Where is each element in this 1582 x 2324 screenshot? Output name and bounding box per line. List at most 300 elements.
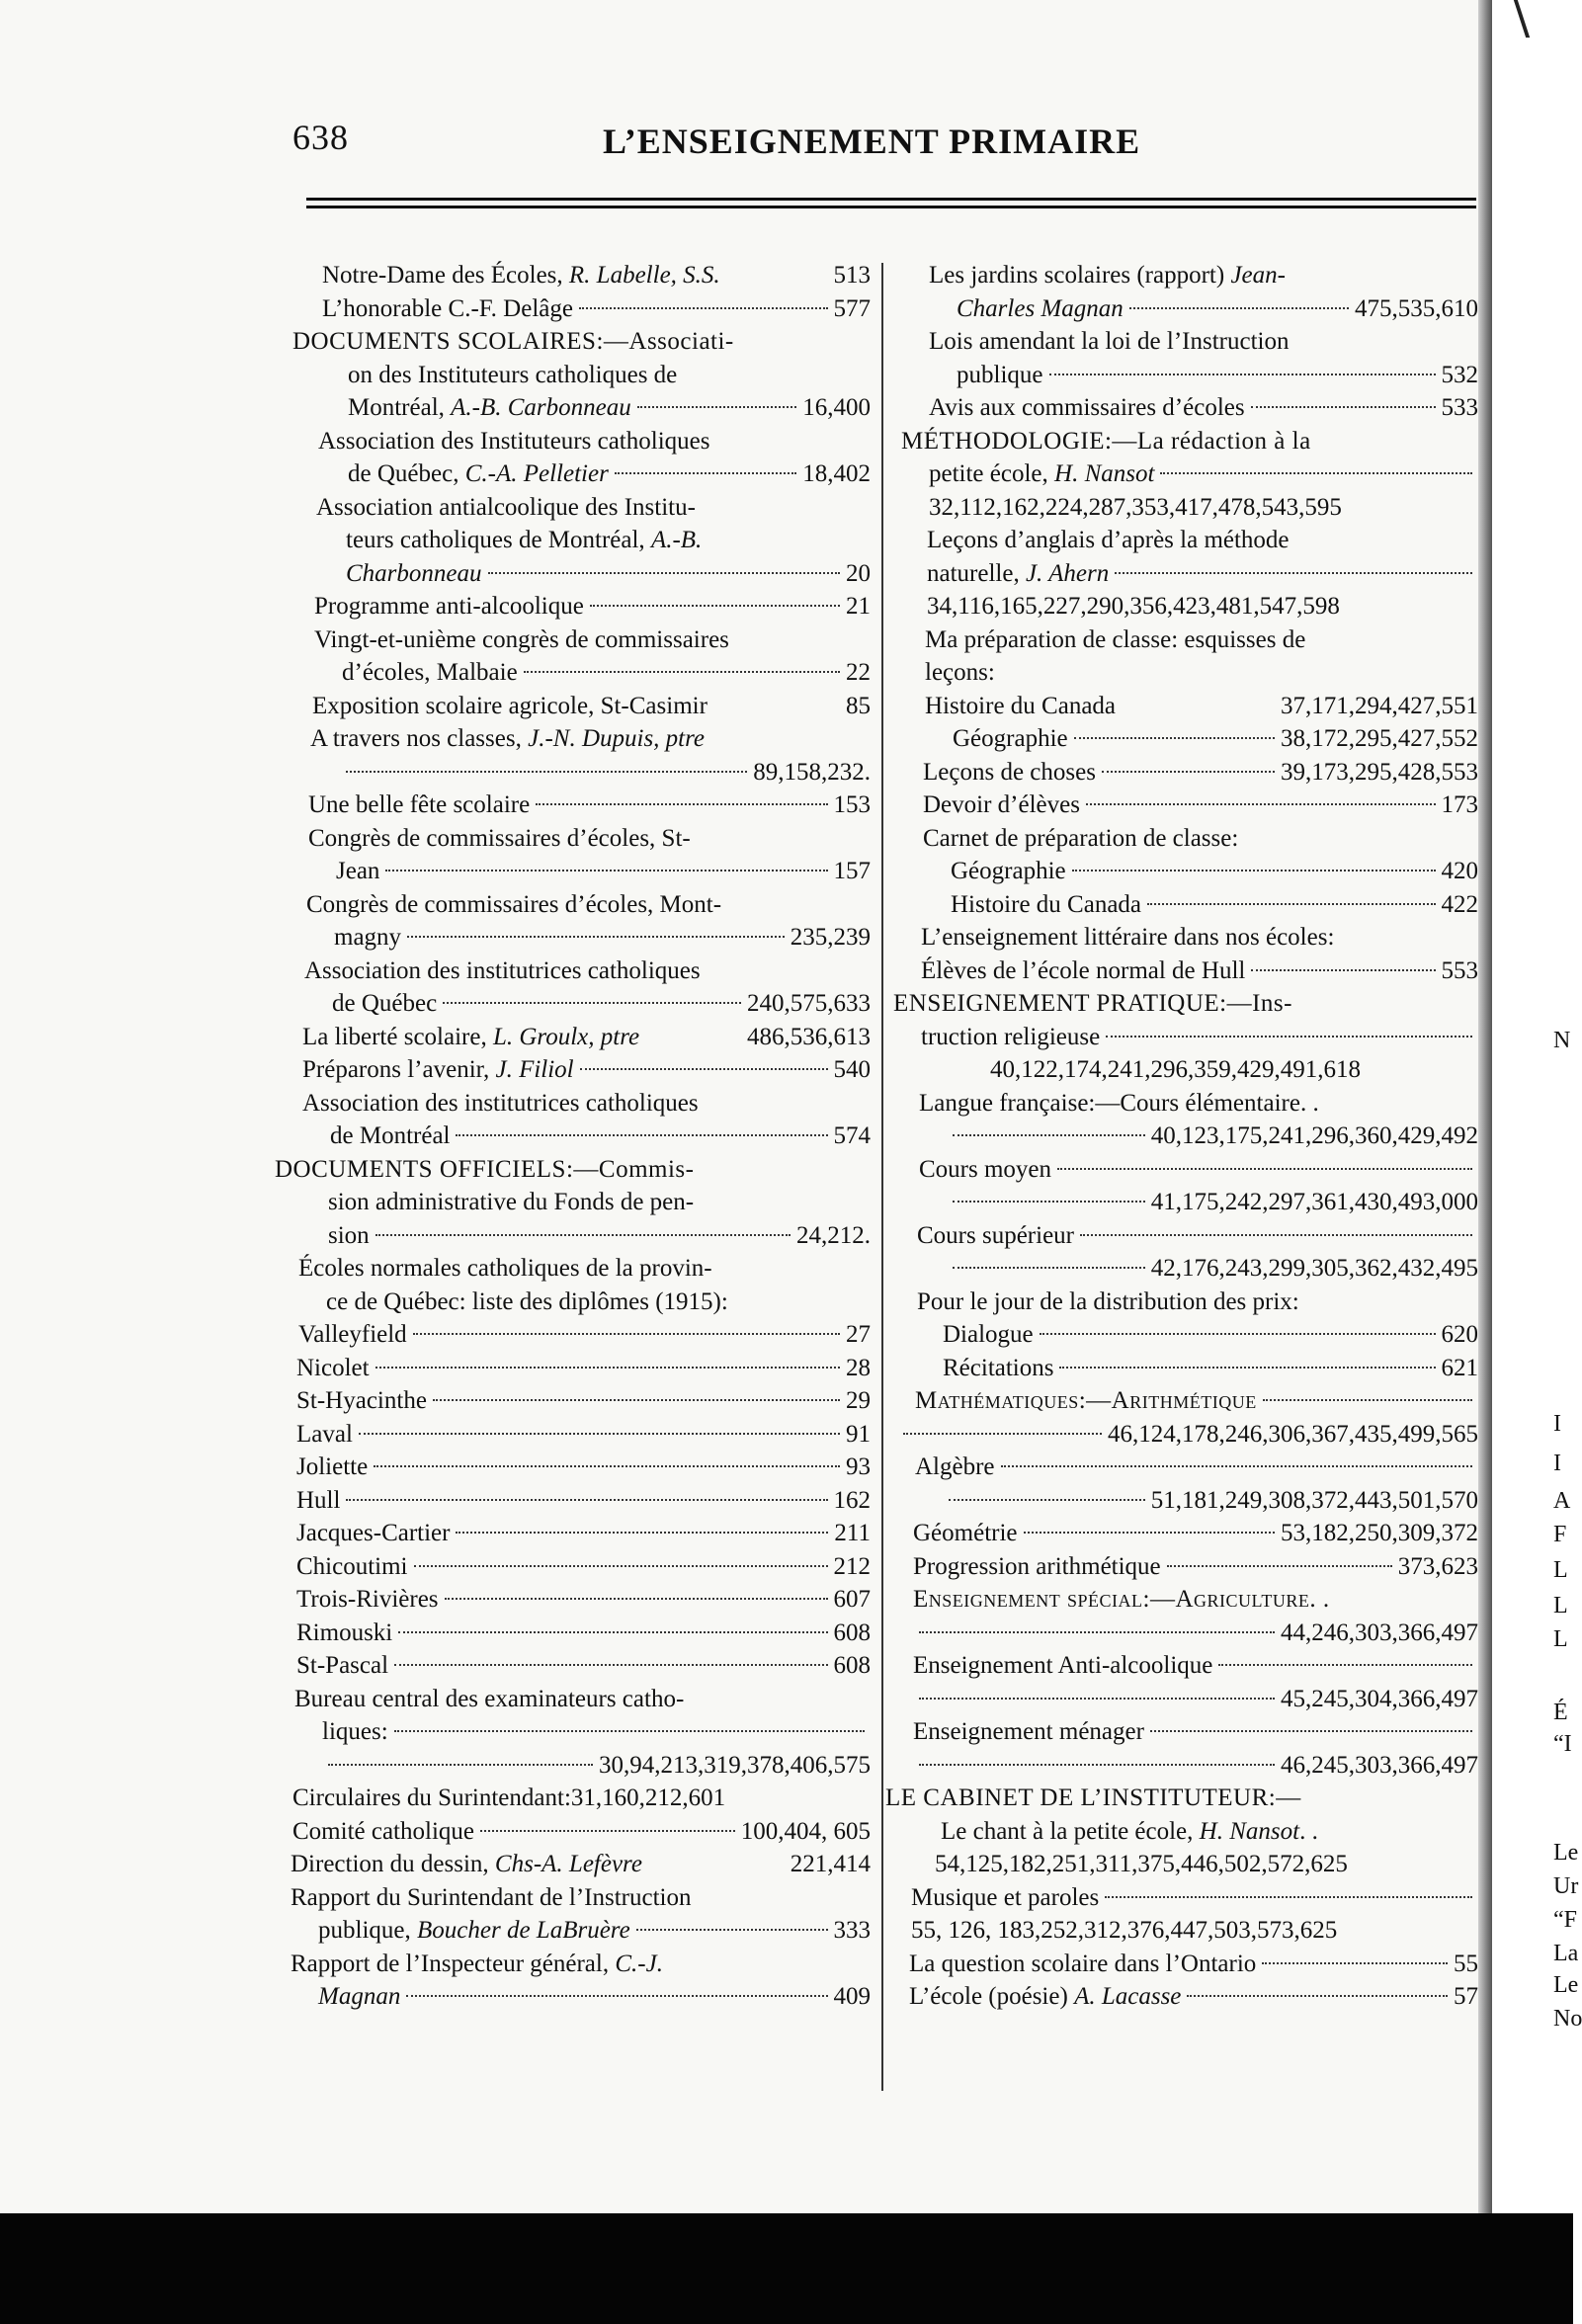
index-entry <box>885 359 1478 392</box>
page-reference: 46,245,303,366,497 <box>1281 1751 1478 1779</box>
facing-page-letter: L <box>1553 1593 1568 1618</box>
entry-author: Chs-A. Lefèvre <box>494 1851 642 1877</box>
dot-leader <box>919 1698 1275 1700</box>
entry-text <box>318 1980 400 2014</box>
entry-title: Hull <box>296 1486 341 1514</box>
index-entry <box>885 921 1478 954</box>
entry-text <box>296 1517 450 1550</box>
entry-text <box>332 987 437 1021</box>
entry-author: Charles Magnan <box>957 294 1124 322</box>
page-reference: 577 <box>833 294 871 322</box>
dot-leader <box>953 1267 1145 1269</box>
index-entry <box>885 1517 1478 1550</box>
entry-text <box>292 328 734 355</box>
index-entry <box>885 1815 1478 1849</box>
entry-text <box>312 690 708 723</box>
dot-leader <box>903 1433 1102 1435</box>
entry-title: Bureau central des examinateurs catho- <box>294 1685 685 1712</box>
entry-text <box>298 1318 407 1352</box>
index-entry <box>273 1120 871 1153</box>
page-reference: 173 <box>1441 791 1478 818</box>
entry-text <box>302 1090 699 1117</box>
dot-leader <box>1115 572 1472 574</box>
entry-text <box>296 1384 427 1418</box>
index-column-right <box>885 259 1478 2014</box>
entry-title: Écoles normales catholiques de la provin- <box>298 1255 712 1282</box>
entry-title: Association des Instituteurs catholiques <box>318 427 710 455</box>
entry-text <box>913 1649 1212 1683</box>
index-entry <box>273 590 871 623</box>
entry-text <box>925 659 995 686</box>
entry-text <box>292 1815 474 1849</box>
page-reference: 20 <box>846 559 871 587</box>
index-entry <box>885 391 1478 425</box>
entry-author: A.-B. Carbonneau <box>451 394 631 421</box>
entry-text <box>316 494 696 521</box>
entry-author: J.-N. Dupuis, ptre <box>528 725 706 752</box>
index-entry <box>885 325 1478 359</box>
facing-page-letter: É <box>1553 1700 1568 1725</box>
dot-leader <box>407 936 785 938</box>
index-entry <box>885 954 1478 988</box>
index-entry <box>273 756 871 789</box>
index-entry <box>885 1286 1478 1319</box>
entry-text <box>336 855 379 888</box>
page-reference: 53,182,250,309,372 <box>1281 1520 1478 1546</box>
entry-author: A.-B. <box>650 527 703 553</box>
entry-title: truction religieuse <box>921 1023 1101 1050</box>
page-reference: 153 <box>833 791 871 818</box>
entry-title: Leçons d’anglais d’après la méthode <box>927 527 1290 553</box>
page-reference: 44,246,303,366,497 <box>1281 1618 1478 1646</box>
entry-text <box>909 1980 1181 2014</box>
entry-text <box>957 292 1124 326</box>
index-entry <box>885 259 1478 292</box>
index-entry <box>885 722 1478 756</box>
entry-title: Notre-Dame des Écoles, <box>322 262 569 289</box>
entry-title: publique <box>957 361 1043 388</box>
facing-page-letter: Le <box>1553 1972 1579 1998</box>
dot-leader <box>413 1333 840 1335</box>
entry-tail: . . <box>1299 1817 1318 1845</box>
index-entry <box>273 292 871 326</box>
entry-text <box>909 1948 1256 1981</box>
entry-text <box>925 690 1116 723</box>
entry-title: La liberté scolaire, <box>302 1023 493 1050</box>
entry-text <box>291 1950 663 1977</box>
index-entry <box>273 1980 871 2014</box>
entry-text <box>291 1884 691 1911</box>
scan-bottom-band <box>0 2213 1573 2324</box>
index-entry <box>885 1848 1478 1881</box>
entry-text <box>927 527 1290 553</box>
dot-leader <box>359 1433 840 1435</box>
entry-text <box>911 1881 1099 1915</box>
page-reference: 16,400 <box>802 394 871 421</box>
entry-author: R. Labelle, S.S. <box>568 262 720 289</box>
index-entry <box>273 1782 871 1815</box>
dot-leader <box>1049 374 1436 375</box>
dot-leader <box>953 1134 1145 1136</box>
entry-text <box>917 1219 1074 1253</box>
page-reference: 100,404, 605 <box>740 1817 871 1845</box>
page-reference: 91 <box>846 1420 871 1448</box>
entry-title: 40,122,174,241,296,359,429,491,618 <box>990 1056 1361 1083</box>
page-reference: 212 <box>833 1552 871 1580</box>
page-reference: 93 <box>846 1453 871 1480</box>
page-reference: 373,623 <box>1397 1552 1478 1580</box>
dot-leader <box>1057 1168 1472 1170</box>
entry-title: Élèves de l’école normal de Hull <box>921 956 1246 984</box>
page-reference: 37,171,294,427,551 <box>1281 692 1478 719</box>
dot-leader <box>433 1399 840 1401</box>
entry-author: A. Lacasse <box>1074 1983 1182 2010</box>
entry-text <box>913 1586 1330 1613</box>
index-entry <box>273 1848 871 1881</box>
page-reference: 42,176,243,299,305,362,432,495 <box>1150 1255 1478 1282</box>
entry-title: Trois-Rivières <box>296 1586 439 1613</box>
dot-leader <box>1105 1896 1472 1898</box>
index-entry <box>885 1053 1478 1087</box>
entry-text <box>990 1056 1361 1083</box>
entry-title: ENSEIGNEMENT PRATIQUE:—Ins- <box>893 990 1292 1017</box>
entry-text <box>917 1288 1299 1315</box>
entry-title: Mathématiques:—Arithmétique <box>915 1387 1257 1414</box>
dot-leader <box>456 1532 828 1534</box>
page-reference: 24,212. <box>796 1221 871 1249</box>
dot-leader <box>637 406 796 408</box>
page-reference: 608 <box>833 1652 871 1679</box>
entry-author: Jean- <box>1230 262 1286 289</box>
entry-title: Histoire du Canada <box>925 692 1117 719</box>
index-entry <box>273 1219 871 1253</box>
page-reference: 532 <box>1441 361 1478 388</box>
dot-leader <box>949 1499 1145 1501</box>
facing-page-letter: I <box>1553 1451 1561 1476</box>
facing-page-letter: L <box>1553 1626 1568 1652</box>
index-entry <box>885 1384 1478 1418</box>
dot-leader <box>374 1465 840 1467</box>
index-entry <box>273 1352 871 1385</box>
entry-author: J. Ahern <box>1025 559 1110 587</box>
index-entry <box>273 1649 871 1683</box>
entry-text <box>294 1686 684 1712</box>
dot-leader <box>919 1631 1275 1633</box>
dot-leader <box>1129 307 1349 309</box>
entry-title: DOCUMENTS OFFICIELS:—Commis- <box>275 1155 695 1183</box>
entry-text <box>923 756 1096 789</box>
dot-leader <box>1218 1664 1472 1666</box>
index-entry <box>885 1683 1478 1716</box>
entry-title: Musique et paroles <box>911 1883 1100 1911</box>
entry-title: Géométrie <box>913 1520 1018 1546</box>
entry-title: Devoir d’élèves <box>923 791 1080 818</box>
index-entry <box>885 1715 1478 1749</box>
entry-title: teurs catholiques de Montréal, <box>346 527 651 553</box>
entry-title: Histoire du Canada <box>951 890 1142 918</box>
entry-title: L’honorable C.-F. Delâge <box>322 294 573 322</box>
page-reference: 420 <box>1441 858 1478 884</box>
index-entry <box>885 623 1478 657</box>
page-number: 638 <box>292 118 349 157</box>
page-reference: 22 <box>846 659 871 686</box>
entry-text <box>296 1451 368 1484</box>
facing-page-letter: “F <box>1553 1907 1577 1933</box>
index-entry <box>273 524 871 557</box>
page-reference: 27 <box>846 1321 871 1348</box>
index-entry <box>885 457 1478 491</box>
entry-text <box>292 1784 725 1811</box>
entry-text <box>901 428 1311 455</box>
entry-text <box>302 1053 574 1087</box>
index-entry <box>273 623 871 657</box>
entry-title: Cours supérieur <box>917 1221 1074 1249</box>
dot-leader <box>1001 1465 1472 1467</box>
index-entry <box>885 1914 1478 1948</box>
index-entry <box>273 1550 871 1584</box>
entry-text <box>929 391 1245 425</box>
entry-title: Enseignement spécial:—Agriculture. . <box>913 1586 1330 1613</box>
entry-title: La question scolaire dans l’Ontario <box>909 1950 1257 1977</box>
index-entry <box>885 1186 1478 1219</box>
entry-text <box>951 888 1141 922</box>
entry-title: Cours moyen <box>919 1155 1052 1183</box>
dot-leader <box>1102 771 1275 773</box>
index-entry <box>273 954 871 988</box>
index-entry <box>273 987 871 1021</box>
entry-title: Rapport de l’Inspecteur général, <box>291 1950 616 1977</box>
index-entry <box>273 1749 871 1783</box>
dot-leader <box>615 472 796 474</box>
dot-leader <box>1086 803 1436 805</box>
entry-title: Association des institutrices catholiques <box>304 956 701 984</box>
page-reference: 422 <box>1441 890 1478 918</box>
index-entry <box>885 1749 1478 1783</box>
index-entry <box>273 1053 871 1087</box>
dot-leader <box>375 1234 791 1236</box>
facing-page-letter: L <box>1553 1557 1568 1583</box>
index-entry <box>885 1153 1478 1187</box>
entry-title: Récitations <box>943 1354 1054 1381</box>
entry-text <box>921 954 1245 988</box>
entry-text <box>314 626 729 653</box>
index-entry <box>885 1948 1478 1981</box>
dot-leader <box>480 1830 735 1832</box>
index-entry <box>885 1980 1478 2014</box>
header-rule-top <box>306 198 1476 201</box>
entry-title: A travers nos classes, <box>310 725 529 752</box>
running-title: L’ENSEIGNEMENT PRIMAIRE <box>603 122 1141 161</box>
facing-page-letter: “I <box>1553 1731 1572 1757</box>
entry-title: sion <box>328 1221 370 1249</box>
entry-text <box>330 1120 450 1153</box>
dot-leader <box>443 1002 741 1004</box>
entry-text <box>308 825 691 852</box>
entry-author: Boucher de LaBruère <box>417 1917 630 1944</box>
entry-text <box>348 457 609 491</box>
entry-text <box>322 292 573 326</box>
entry-title: 32,112,162,224,287,353,417,478,543,595 <box>929 493 1342 521</box>
index-entry <box>885 756 1478 789</box>
dot-leader <box>406 1995 827 1997</box>
page-reference: 57 <box>1454 1983 1478 2010</box>
header-rule-bottom <box>306 206 1476 208</box>
entry-title: Joliette <box>296 1453 369 1480</box>
facing-page-letter: F <box>1553 1522 1567 1547</box>
entry-text <box>935 1851 1348 1877</box>
dot-leader <box>346 1499 827 1501</box>
dot-leader <box>445 1598 828 1600</box>
dot-leader <box>524 671 840 673</box>
entry-title: Enseignement ménager <box>913 1718 1144 1745</box>
entry-title: Enseignement Anti-alcoolique <box>913 1652 1213 1679</box>
index-entry <box>885 1782 1478 1815</box>
page-reference: 30,94,213,319,378,406,575 <box>599 1751 871 1779</box>
entry-title: Programme anti-alcoolique <box>314 593 584 620</box>
page-reference: 513 <box>833 262 871 289</box>
entry-text <box>943 1352 1053 1385</box>
entry-text <box>322 259 720 292</box>
entry-title: Exposition scolaire agricole, St-Casimir <box>312 692 708 719</box>
index-entry <box>885 855 1478 888</box>
entry-title: Circulaires du Surintendant:31,160,212,601 <box>292 1784 726 1811</box>
entry-text <box>348 391 631 425</box>
entry-text <box>346 557 482 591</box>
page-reference: 574 <box>833 1122 871 1149</box>
dot-leader <box>1059 1367 1435 1369</box>
entry-text <box>348 362 677 388</box>
entry-text <box>296 1418 353 1452</box>
entry-title: Préparons l’avenir, <box>302 1056 496 1083</box>
entry-text <box>925 626 1305 653</box>
entry-title: ce de Québec: liste des diplômes (1915): <box>326 1287 728 1315</box>
entry-title: Pour le jour de la distribution des prix: <box>917 1287 1299 1315</box>
entry-text <box>885 1784 1301 1811</box>
entry-title: de Québec, <box>348 460 465 487</box>
index-entry <box>885 524 1478 557</box>
page-reference: 29 <box>846 1387 871 1414</box>
entry-text <box>298 1255 712 1282</box>
page-reference: 608 <box>833 1618 871 1646</box>
index-entry <box>885 1219 1478 1253</box>
entry-text <box>346 527 702 553</box>
entry-text <box>318 1914 630 1948</box>
entry-title: Leçons de choses <box>923 758 1096 786</box>
index-entry <box>273 391 871 425</box>
entry-text <box>291 1848 642 1881</box>
entry-title: LE CABINET DE L’INSTITUTEUR:— <box>885 1784 1301 1811</box>
entry-text <box>296 1484 340 1518</box>
index-entry <box>273 1683 871 1716</box>
entry-text <box>927 593 1340 620</box>
index-entry <box>885 1252 1478 1286</box>
page-reference: 21 <box>846 593 871 620</box>
entry-title: Géographie <box>951 858 1066 884</box>
page-reference: 221,414 <box>790 1851 871 1877</box>
entry-title: publique, <box>318 1917 417 1944</box>
dot-leader <box>1187 1995 1448 1997</box>
index-entry <box>273 425 871 458</box>
entry-title: on des Instituteurs catholiques de <box>348 361 678 388</box>
entry-text <box>911 1917 1337 1944</box>
facing-page-letter: A <box>1553 1488 1571 1514</box>
dot-leader <box>1080 1234 1472 1236</box>
entry-text <box>953 722 1068 756</box>
entry-text <box>322 1715 388 1749</box>
dot-leader <box>636 1929 828 1931</box>
entry-title: Direction du dessin, <box>291 1851 495 1877</box>
index-entry <box>273 855 871 888</box>
entry-title: Congrès de commissaires d’écoles, Mont- <box>306 890 722 918</box>
index-entry <box>885 1583 1478 1617</box>
entry-title: Nicolet <box>296 1354 370 1381</box>
entry-text <box>913 1517 1018 1550</box>
entry-author: L. Groulx, ptre <box>492 1023 640 1050</box>
dot-leader <box>1040 1333 1436 1335</box>
dot-leader <box>1072 870 1436 872</box>
entry-text <box>296 1617 392 1650</box>
entry-title: Langue française:—Cours élémentaire. . <box>919 1089 1319 1117</box>
index-entry <box>273 1617 871 1650</box>
index-entry <box>885 1021 1478 1054</box>
entry-title: DOCUMENTS SCOLAIRES:—Associati- <box>292 328 734 355</box>
index-entry <box>885 656 1478 690</box>
dot-leader <box>1106 1036 1472 1038</box>
page-reference: 540 <box>833 1056 871 1083</box>
facing-page-letter: I <box>1553 1411 1561 1437</box>
entry-text <box>296 1583 439 1617</box>
index-entry <box>885 1550 1478 1584</box>
dot-leader <box>488 572 841 574</box>
entry-title: L’école (poésie) <box>909 1983 1075 2010</box>
index-entry <box>273 457 871 491</box>
entry-title: L’enseignement littéraire dans nos écoles: <box>921 924 1335 951</box>
dot-leader <box>1263 1399 1472 1401</box>
entry-title: Progression arithmétique <box>913 1552 1161 1580</box>
index-entry <box>273 1153 871 1187</box>
dot-leader <box>1167 1565 1392 1567</box>
dot-leader <box>346 771 747 773</box>
entry-text <box>275 1156 694 1183</box>
entry-title: liques: <box>322 1718 388 1745</box>
entry-title: magny <box>334 924 402 951</box>
page-reference: 45,245,304,366,497 <box>1281 1685 1478 1712</box>
page-reference: 157 <box>833 858 871 884</box>
entry-title: Chicoutimi <box>296 1552 408 1580</box>
entry-text <box>296 1352 370 1385</box>
entry-text <box>915 1384 1257 1418</box>
entry-title: St-Pascal <box>296 1652 389 1679</box>
index-entry <box>273 888 871 922</box>
entry-title: Lois amendant la loi de l’Instruction <box>929 328 1290 355</box>
entry-title: Algèbre <box>915 1453 995 1480</box>
dot-leader <box>1024 1532 1275 1534</box>
entry-title: Valleyfield <box>298 1321 407 1348</box>
entry-title: Montréal, <box>348 394 452 421</box>
dot-leader <box>1251 969 1435 971</box>
index-entry <box>273 1451 871 1484</box>
dot-leader <box>456 1134 827 1136</box>
index-entry <box>885 557 1478 591</box>
page-reference: 607 <box>833 1586 871 1613</box>
entry-title: de Montréal <box>330 1122 451 1149</box>
dot-leader <box>919 1764 1275 1766</box>
index-entry <box>885 1649 1478 1683</box>
index-entry <box>885 1318 1478 1352</box>
entry-author: H. Nansot <box>1199 1817 1300 1845</box>
dot-leader <box>394 1664 827 1666</box>
dot-leader <box>580 1068 828 1070</box>
